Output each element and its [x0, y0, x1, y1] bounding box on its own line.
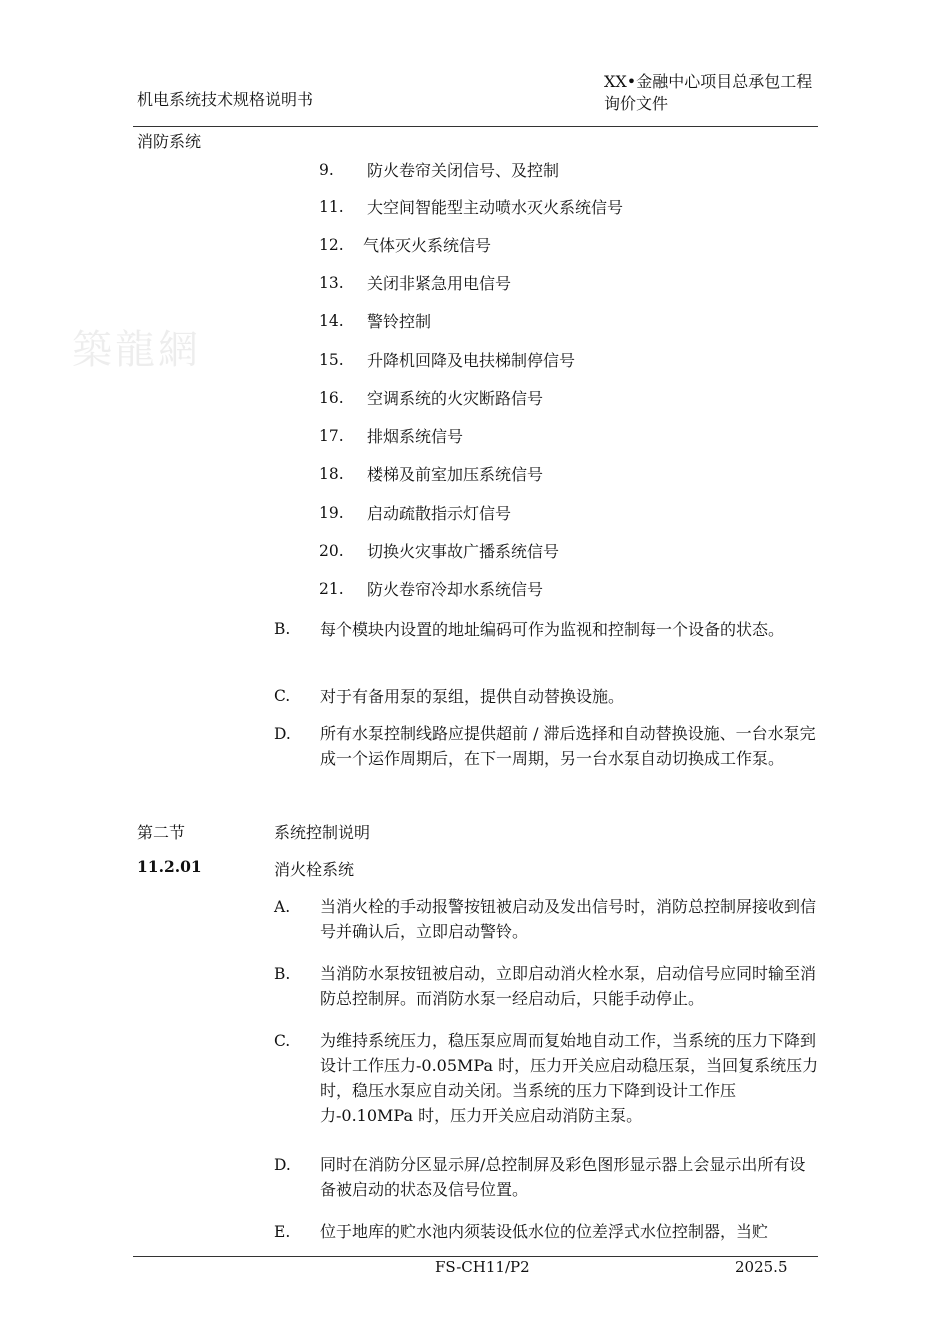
- list-item-number: 17.: [319, 427, 344, 445]
- list-item-number: 12.: [319, 236, 344, 254]
- list-item-number: 9.: [319, 161, 334, 179]
- list-item-text: 大空间智能型主动喷水灭火系统信号: [367, 198, 624, 217]
- list-item-number: 21.: [319, 580, 344, 598]
- list-item-text: 气体灭火系统信号: [363, 236, 492, 255]
- header-rule: [133, 126, 818, 127]
- list-item-number: 16.: [319, 389, 344, 407]
- list-item-text: 空调系统的火灾断路信号: [367, 389, 544, 408]
- list-item-number: 20.: [319, 542, 344, 560]
- list-item-number: 14.: [319, 312, 344, 330]
- item-text: 为维持系统压力，稳压泵应周而复始地自动工作，当系统的压力下降到设计工作压力-0.05MPa 时，压力开关应启动稳压泵，当回复系统压力时，稳压水泵应自动关闭。当系统的压力下降到设计工作压力-0.10MPa 时，压力开关应启动消防主泵。: [320, 1031, 819, 1125]
- list-item-text: 排烟系统信号: [367, 427, 464, 446]
- item-text: 每个模块内设置的地址编码可作为监视和控制每一个设备的状态。: [320, 620, 785, 639]
- list-item-number: 11.: [319, 198, 344, 216]
- item-letter: B.: [274, 965, 291, 983]
- document-type: 询价文件: [604, 94, 669, 113]
- subsection-number: 11.2.01: [137, 857, 202, 876]
- subsection-title: 消火栓系统: [274, 860, 355, 879]
- item-letter: B.: [274, 620, 291, 638]
- list-item-text: 警铃控制: [367, 312, 432, 331]
- list-item-text: 升降机回降及电扶梯制停信号: [367, 351, 576, 370]
- item-text: 所有水泵控制线路应提供超前 / 滞后选择和自动替换设施、一台水泵完成一个运作周期后，在下一周期，另一台水泵自动切换成工作泵。: [320, 724, 816, 768]
- item-text: 当消火栓的手动报警按钮被启动及发出信号时，消防总控制屏接收到信号并确认后，立即启动警铃。: [320, 897, 817, 941]
- item-text: 同时在消防分区显示屏/总控制屏及彩色图形显示器上会显示出所有设备被启动的状态及信号位置。: [320, 1155, 806, 1199]
- list-item-text: 楼梯及前室加压系统信号: [367, 465, 544, 484]
- project-title: XX•金融中心项目总承包工程: [604, 72, 813, 91]
- item-letter: D.: [274, 725, 291, 743]
- issue-date: 2025.5: [735, 1258, 788, 1276]
- list-item-text: 切换火灾事故广播系统信号: [367, 542, 560, 561]
- item-letter: A.: [274, 898, 291, 916]
- page-code: FS-CH11/P2: [435, 1258, 530, 1276]
- list-item-text: 启动疏散指示灯信号: [367, 504, 512, 523]
- item-letter: D.: [274, 1156, 291, 1174]
- document-title: 机电系统技术规格说明书: [137, 90, 314, 109]
- list-item-number: 18.: [319, 465, 344, 483]
- list-item-text: 关闭非紧急用电信号: [367, 274, 512, 293]
- item-text: 对于有备用泵的泵组，提供自动替换设施。: [320, 687, 625, 706]
- list-item-text: 防火卷帘关闭信号、及控制: [367, 161, 560, 180]
- list-item-text: 防火卷帘冷却水系统信号: [367, 580, 544, 599]
- section-name: 消防系统: [137, 132, 202, 151]
- list-item-number: 13.: [319, 274, 344, 292]
- list-item-number: 19.: [319, 504, 344, 522]
- item-letter: C.: [274, 687, 291, 705]
- item-text: 位于地库的贮水池内须装设低水位的位差浮式水位控制器，当贮: [320, 1222, 769, 1241]
- section-title: 系统控制说明: [274, 823, 371, 842]
- item-text: 当消防水泵按钮被启动，立即启动消火栓水泵，启动信号应同时输至消防总控制屏。而消防水泵一经启动后，只能手动停止。: [320, 964, 817, 1008]
- watermark-logo: 築龍網: [72, 327, 201, 373]
- list-item-number: 15.: [319, 351, 344, 369]
- section-label: 第二节: [137, 823, 186, 842]
- item-letter: E.: [274, 1223, 291, 1241]
- footer-rule: [133, 1256, 818, 1257]
- item-letter: C.: [274, 1032, 291, 1050]
